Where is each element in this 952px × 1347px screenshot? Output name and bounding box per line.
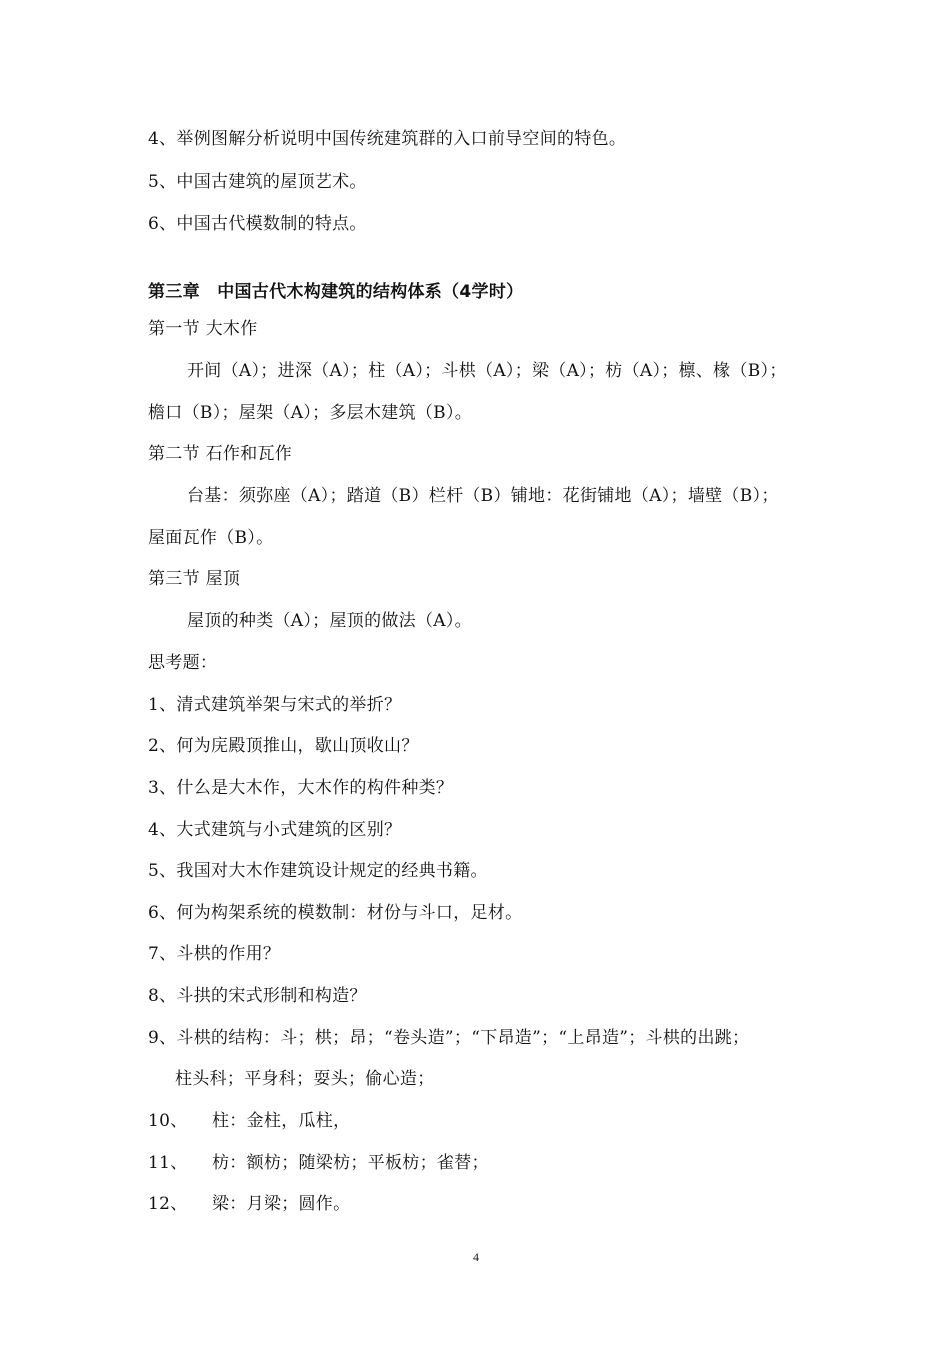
page-number: 4 [473, 1250, 479, 1264]
question-item: 5、我国对大木作建筑设计规定的经典书籍。 [148, 861, 488, 881]
section-text: 开间（A）；进深（A）；柱（A）；斗栱（A）；梁（A）；枋（A）；檩、椽（B）； [187, 361, 787, 381]
prev-question-4: 4、举例图解分析说明中国传统建筑群的入口前导空间的特色。 [148, 129, 627, 149]
question-item: 9、斗栱的结构：斗；栱；昂；“卷头造”；“下昂造”；“上昂造”；斗栱的出跳； [148, 1028, 750, 1048]
chapter-title: 第三章 中国古代木构建筑的结构体系（4学时） [148, 282, 524, 302]
question-item [148, 1152, 489, 1174]
questions-label: 思考题： [148, 653, 218, 673]
section-heading: 第一节 大木作 [148, 319, 258, 339]
section-heading: 第二节 石作和瓦作 [148, 444, 293, 464]
question-item: 1、清式建筑举架与宋式的举折？ [148, 695, 402, 715]
question-number: 10、 [148, 1111, 188, 1131]
section-text: 屋顶的种类（A）；屋顶的做法（A）。 [187, 611, 472, 631]
question-item: 4、大式建筑与小式建筑的区别？ [148, 820, 402, 840]
question-item [148, 1110, 350, 1132]
question-item: 6、何为构架系统的模数制：材份与斗口，足材。 [148, 903, 523, 923]
question-item: 7、斗栱的作用？ [148, 944, 281, 964]
question-text: 柱：金柱，瓜柱， [212, 1111, 351, 1131]
question-text: 梁：月梁；圆作。 [212, 1194, 351, 1214]
question-number: 11、 [148, 1153, 188, 1173]
section-heading: 第三节 屋顶 [148, 569, 241, 589]
question-item: 3、什么是大木作，大木作的构件种类？ [148, 778, 454, 798]
prev-question-5: 5、中国古建筑的屋顶艺术。 [148, 172, 367, 192]
section-text: 屋面瓦作（B）。 [148, 528, 274, 548]
question-item [148, 1193, 350, 1215]
section-text: 檐口（B）；屋架（A）；多层木建筑（B）。 [148, 403, 473, 423]
question-item: 8、斗拱的宋式形制和构造？ [148, 986, 367, 1006]
question-item: 2、何为庑殿顶推山，歇山顶收山？ [148, 736, 419, 756]
question-text: 枋：额枋；随梁枋；平板枋；雀替； [212, 1153, 489, 1173]
prev-question-6: 6、中国古代模数制的特点。 [148, 214, 367, 234]
question-number: 12、 [148, 1194, 188, 1214]
section-text: 台基：须弥座（A）；踏道（B）栏杆（B）铺地：花街铺地（A）；墙壁（B）； [187, 486, 779, 506]
question-item-continuation: 柱头科；平身科；耍头；偷心造； [175, 1069, 435, 1089]
